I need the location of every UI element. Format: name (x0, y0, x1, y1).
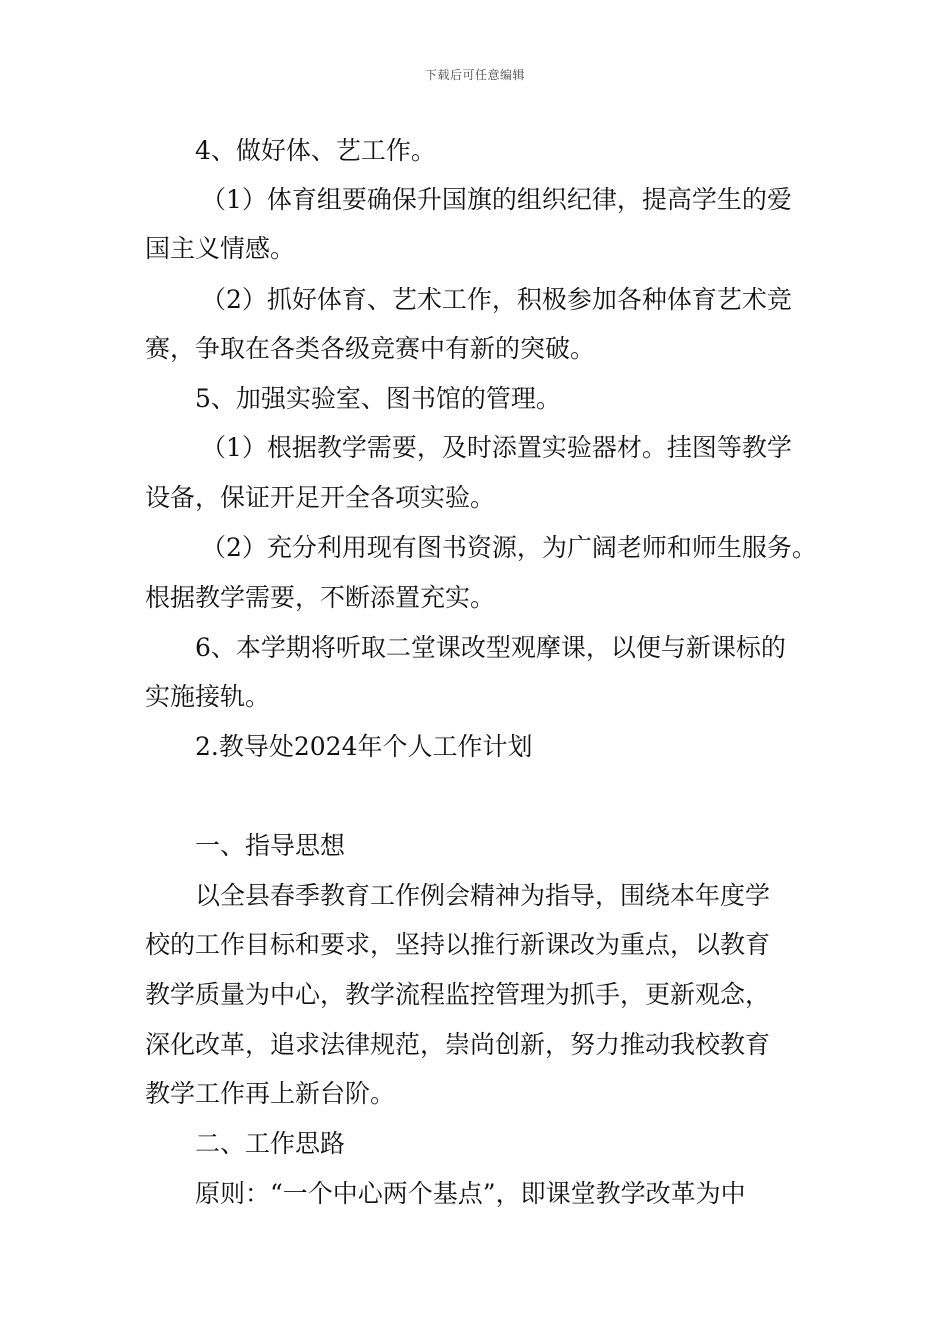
text-line: （1）体育组要确保升国旗的组织纪律，提高学生的爱 (201, 185, 792, 214)
text-line: 5、加强实验室、图书馆的管理。 (195, 384, 561, 413)
text-line: 根据教学需要，不断添置充实。 (145, 583, 496, 612)
text-line: 实施接轨。 (145, 682, 271, 711)
heading-work-ideas: 二、工作思路 (195, 1129, 346, 1158)
text-line: 4、做好体、艺工作。 (195, 136, 436, 165)
text-line: （2）抓好体育、艺术工作，积极参加各种体育艺术竞 (201, 285, 792, 314)
text-line: 以全县春季教育工作例会精神为指导，围绕本年度学 (195, 881, 771, 910)
text-line: 赛，争取在各类各级竞赛中有新的突破。 (145, 334, 596, 363)
text-line: 深化改革，追求法律规范，崇尚创新，努力推动我校教育 (145, 1030, 771, 1059)
text-line: 原则：“一个中心两个基点”，即课堂教学改革为中 (195, 1179, 746, 1208)
text-line: 校的工作目标和要求，坚持以推行新课改为重点，以教育 (145, 930, 771, 959)
text-line: 国主义情感。 (145, 234, 296, 263)
section-title: 2.教导处2024年个人工作计划 (195, 732, 533, 761)
text-line: 6、本学期将听取二堂课改型观摩课，以便与新课标的 (195, 633, 786, 662)
heading-guiding-thought: 一、指导思想 (195, 831, 346, 860)
text-line: （1）根据教学需要，及时添置实验器材。挂图等教学 (201, 433, 792, 462)
text-line: 设备，保证开足开全各项实验。 (145, 483, 496, 512)
page-header-note: 下载后可任意编辑 (424, 68, 525, 82)
text-line: 教学工作再上新台阶。 (145, 1079, 396, 1108)
text-line: 教学质量为中心，教学流程监控管理为抓手，更新观念， (145, 980, 771, 1009)
text-line: （2）充分利用现有图书资源，为广阔老师和师生服务。 (201, 533, 817, 562)
